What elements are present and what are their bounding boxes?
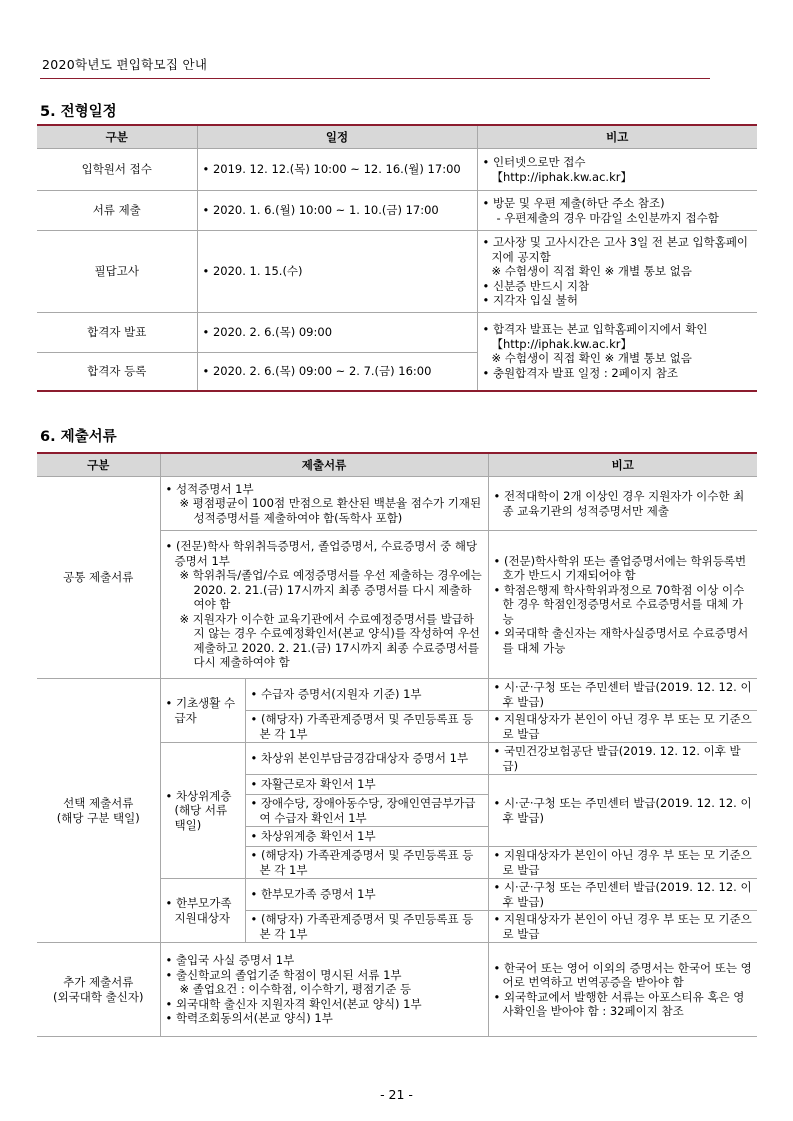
row-note [488, 879, 757, 911]
row-category: 필답고사 [37, 231, 197, 313]
doc-line: • 자활근로자 확인서 1부 [251, 777, 483, 792]
note-line: • 외국대학 출신자는 재학사실증명서로 수료증명서를 대체 가능 [494, 626, 753, 655]
row-documents [160, 531, 488, 679]
note-line: • 합격자 발표는 본교 입학홈페이지에서 확인 [483, 322, 753, 337]
col-header-category: 구분 [37, 125, 197, 149]
row-category [37, 943, 160, 1037]
table-row [37, 231, 757, 313]
note-line: • 방문 및 우편 제출(하단 주소 참조) [483, 196, 753, 211]
page-number: - 21 - [380, 1087, 413, 1102]
note-line: • 외국학교에서 발행한 서류는 아포스티유 혹은 영사확인을 받아야 함 : 32페이지 참조 [494, 990, 753, 1019]
note-url: 【http://iphak.kw.ac.kr】 [491, 169, 632, 184]
row-note [477, 191, 757, 231]
doc-line: • 출입국 사실 증명서 1부 [166, 953, 483, 968]
table-header-row [37, 125, 757, 149]
col-header-documents: 제출서류 [160, 453, 488, 477]
doc-line: • (해당자) 가족관계증명서 및 주민등록표 등본 각 1부 [251, 912, 483, 941]
row-documents [245, 743, 488, 775]
row-documents [245, 911, 488, 943]
schedule-text: • 2020. 1. 6.(월) 10:00 ~ 1. 10.(금) 17:00 [203, 203, 472, 218]
note-line: ※ 수험생이 직접 확인 ※ 개별 통보 없음 [491, 264, 692, 279]
row-schedule [197, 313, 477, 353]
row-note [488, 679, 757, 711]
row-category [37, 679, 160, 943]
row-schedule [197, 149, 477, 191]
row-documents [245, 775, 488, 795]
note-line: • 시·군·구청 또는 주민센터 발급(2019. 12. 12. 이후 발급) [494, 880, 753, 909]
table-row [37, 191, 757, 231]
note-line: • 국민건강보험공단 발급(2019. 12. 12. 이후 발급) [494, 744, 753, 773]
row-note [488, 943, 757, 1037]
doc-line: • 수급자 증명서(지원자 기준) 1부 [251, 687, 483, 702]
table-row [37, 477, 757, 531]
doc-line: • (해당자) 가족관계증명서 및 주민등록표 등본 각 1부 [251, 712, 483, 741]
row-category: 서류 제출 [37, 191, 197, 231]
documents-table [37, 452, 757, 1037]
col-header-note: 비고 [488, 453, 757, 477]
group-label: • 차상위계층 (해당 서류 택일) [160, 743, 245, 879]
doc-line: • (해당자) 가족관계증명서 및 주민등록표 등본 각 1부 [251, 848, 483, 877]
doc-line: • 한부모가족 증명서 1부 [251, 887, 483, 902]
row-note [488, 775, 757, 847]
row-documents [245, 827, 488, 847]
schedule-text: • 2020. 2. 6.(목) 09:00 ~ 2. 7.(금) 16:00 [203, 364, 472, 379]
table-row [37, 943, 757, 1037]
row-category: 공통 제출서류 [37, 477, 160, 679]
schedule-text: • 2020. 2. 6.(목) 09:00 [203, 325, 472, 340]
header-rule [40, 78, 710, 79]
row-note [488, 477, 757, 531]
col-header-schedule: 일정 [197, 125, 477, 149]
group-label: • 기초생활 수급자 [160, 679, 245, 743]
note-line: • 지각자 입실 불허 [483, 293, 753, 308]
schedule-text: • 2020. 1. 15.(수) [203, 264, 472, 279]
col-header-category: 구분 [37, 453, 160, 477]
doc-line: • 성적증명서 1부 [166, 482, 483, 497]
note-line: • 충원합격자 발표 일정 : 2페이지 참조 [483, 366, 753, 381]
note-line: • 시·군·구청 또는 주민센터 발급(2019. 12. 12. 이후 발급) [494, 680, 753, 709]
doc-line: • 학력조회동의서(본교 양식) 1부 [166, 1011, 483, 1026]
category-sub: (외국대학 출신자) [53, 989, 144, 1004]
group-label: • 한부모가족 지원대상자 [160, 879, 245, 943]
row-note [488, 531, 757, 679]
note-line: • 지원대상자가 본인이 아닌 경우 부 또는 모 기준으로 발급 [494, 712, 753, 741]
doc-line: ※ 졸업요건 : 이수학점, 이수학기, 평점기준 등 [179, 982, 412, 997]
doc-line: ※ 지원자가 이수한 교육기관에서 수료예정증명서를 발급하지 않는 경우 수료예정확인서(본교 양식)를 작성하여 우선 제출하고 2020. 2. 21.(금) 17시까지 최종 수료증명서를 다시 제출하여야 함 [179, 611, 480, 670]
table-row [37, 313, 757, 353]
schedule-text: • 2019. 12. 12.(목) 10:00 ~ 12. 16.(월) 17:00 [203, 162, 472, 177]
note-line: • 지원대상자가 본인이 아닌 경우 부 또는 모 기준으로 발급 [494, 848, 753, 877]
doc-line: ※ 학위취득/졸업/수료 예정증명서를 우선 제출하는 경우에는 2020. 2. 21.(금) 17시까지 최종 증명서를 다시 제출하여야 함 [179, 568, 482, 612]
note-line: • 시·군·구청 또는 주민센터 발급(2019. 12. 12. 이후 발급) [494, 796, 753, 825]
note-line: - 우편제출의 경우 마감일 소인분까지 접수함 [496, 210, 719, 225]
row-schedule [197, 353, 477, 391]
row-documents [245, 679, 488, 711]
row-schedule [197, 231, 477, 313]
table-row [37, 679, 757, 711]
note-line: • (전문)학사학위 또는 졸업증명서에는 학위등록번호가 반드시 기재되어야 함 [494, 554, 753, 583]
row-documents [245, 847, 488, 879]
row-note [477, 313, 757, 391]
row-documents [245, 879, 488, 911]
note-line: • 신분증 반드시 지참 [483, 279, 753, 294]
doc-line: ※ 평점평균이 100점 만점으로 환산된 백분율 점수가 기재된 성적증명서를 제출하여야 함(독학사 포함) [179, 496, 482, 525]
row-documents [160, 477, 488, 531]
row-category: 합격자 발표 [37, 313, 197, 353]
note-line: • 인터넷으로만 접수 [483, 155, 753, 170]
row-schedule [197, 191, 477, 231]
doc-line: • 장애수당, 장애아동수당, 장애인연금부가급여 수급자 확인서 1부 [251, 796, 483, 825]
doc-line: • 차상위 본인부담금경감대상자 증명서 1부 [251, 751, 483, 766]
row-note [488, 711, 757, 743]
schedule-table [37, 124, 757, 392]
table-row [37, 149, 757, 191]
row-category: 합격자 등록 [37, 353, 197, 391]
category-sub: (해당 구분 택일) [56, 810, 140, 825]
row-documents [160, 943, 488, 1037]
note-line: • 학점은행제 학사학위과정으로 70학점 이상 이수한 경우 학점인정증명서로 수료증명서를 대체 가능 [494, 583, 753, 627]
category-label: 선택 제출서류 [63, 796, 134, 810]
row-note [488, 743, 757, 775]
note-line: • 고사장 및 고사시간은 고사 3일 전 본교 입학홈페이지에 공지함 [483, 235, 753, 264]
note-line: • 지원대상자가 본인이 아닌 경우 부 또는 모 기준으로 발급 [494, 912, 753, 941]
category-label: 추가 제출서류 [63, 975, 134, 989]
note-line: • 한국어 또는 영어 이외의 증명서는 한국어 또는 영어로 번역하고 번역공증을 받아야 함 [494, 961, 753, 990]
doc-line: • 외국대학 출신자 지원자격 확인서(본교 양식) 1부 [166, 997, 483, 1012]
doc-line: • 차상위계층 확인서 1부 [251, 829, 483, 844]
row-documents [245, 795, 488, 827]
note-url: 【http://iphak.kw.ac.kr】 [491, 336, 632, 351]
doc-line: • (전문)학사 학위취득증명서, 졸업증명서, 수료증명서 중 해당 증명서 1부 [166, 539, 483, 568]
row-note [488, 847, 757, 879]
row-category: 입학원서 접수 [37, 149, 197, 191]
page-header: 2020학년도 편입학모집 안내 [42, 57, 208, 72]
note-line: ※ 수험생이 직접 확인 ※ 개별 통보 없음 [491, 351, 692, 366]
row-documents [245, 711, 488, 743]
section5-title: 5. 전형일정 [40, 104, 117, 120]
section6-title: 6. 제출서류 [40, 429, 117, 445]
row-note [488, 911, 757, 943]
table-header-row [37, 453, 757, 477]
doc-line: • 출신학교의 졸업기준 학점이 명시된 서류 1부 [166, 968, 483, 983]
note-line: • 전적대학이 2개 이상인 경우 지원자가 이수한 최종 교육기관의 성적증명서만 제출 [494, 489, 753, 518]
row-note [477, 149, 757, 191]
col-header-note: 비고 [477, 125, 757, 149]
row-note [477, 231, 757, 313]
